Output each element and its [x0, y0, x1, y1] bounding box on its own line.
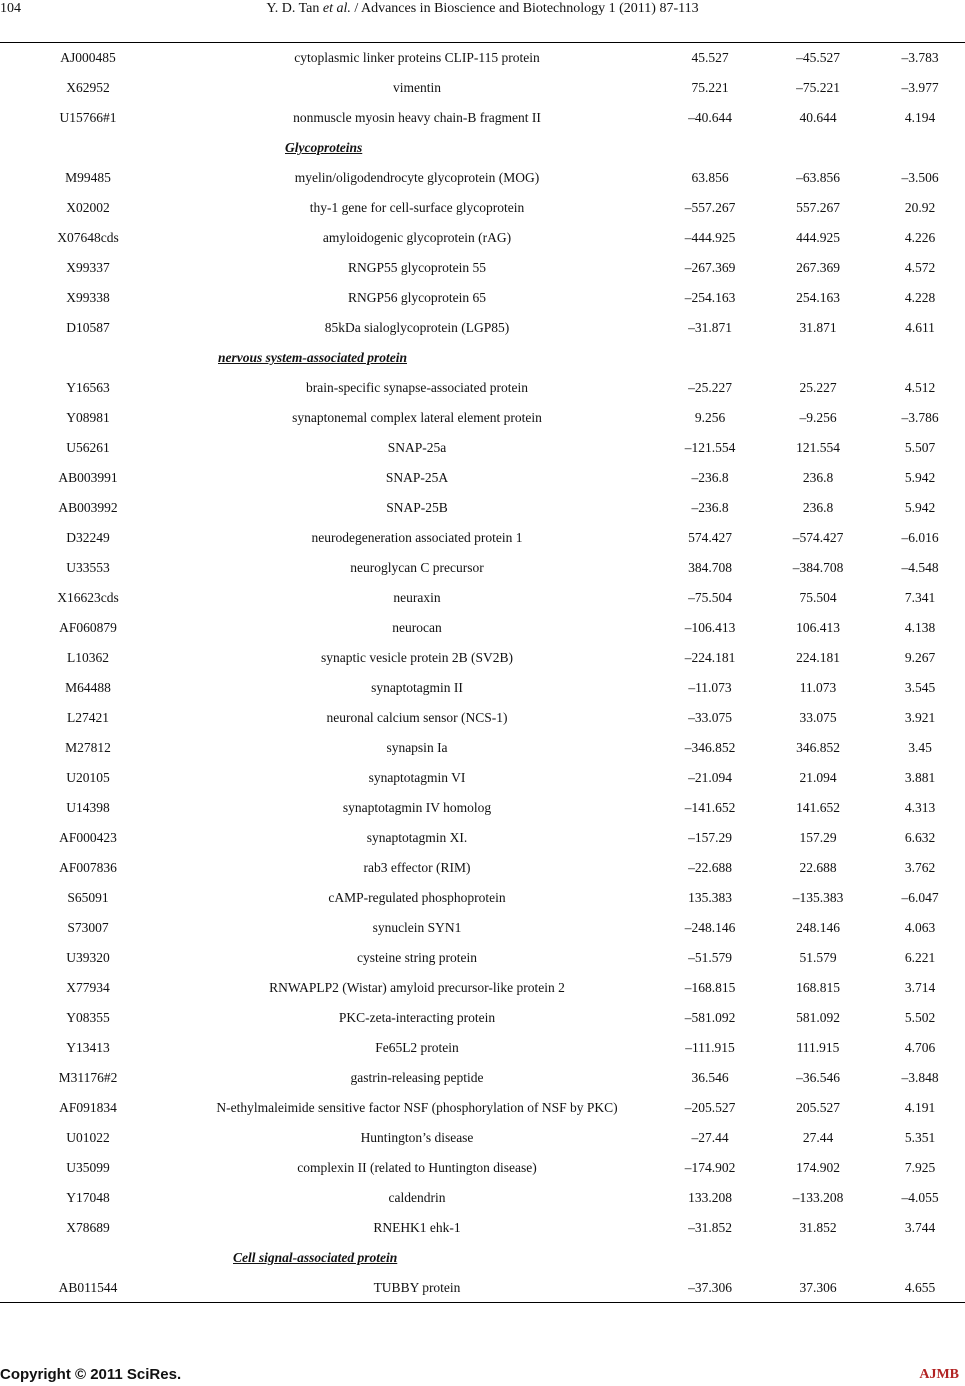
value-1-cell: –27.44 [691, 1130, 729, 1145]
accession-cell: AB011544 [58, 1280, 118, 1295]
value-3-cell: 4.194 [904, 110, 936, 125]
value-1-cell: –248.146 [684, 920, 736, 935]
value-1-cell: –111.915 [685, 1040, 735, 1055]
value-1-cell: –254.163 [684, 290, 736, 305]
description-cell: synapsin Ia [386, 740, 448, 755]
value-3-cell: –3.848 [901, 1070, 939, 1085]
table-row [0, 733, 965, 763]
value-3-cell: 9.267 [904, 650, 936, 665]
value-1-cell: –236.8 [691, 470, 729, 485]
accession-cell: X07648cds [57, 230, 119, 245]
value-2-cell: 248.146 [796, 920, 840, 935]
value-2-cell: –384.708 [792, 560, 844, 575]
value-1-cell: 36.546 [691, 1070, 729, 1085]
running-head [0, 0, 965, 18]
value-3-cell: 4.512 [904, 380, 936, 395]
value-1-cell: –31.852 [688, 1220, 732, 1235]
value-2-cell: 111.915 [796, 1040, 840, 1055]
description-cell: SNAP-25a [387, 440, 447, 455]
value-1-cell: –267.369 [684, 260, 736, 275]
value-2-cell: 205.527 [796, 1100, 840, 1115]
value-3-cell: 4.138 [904, 620, 936, 635]
value-3-cell: –3.506 [901, 170, 939, 185]
value-3-cell: 5.942 [904, 470, 936, 485]
value-2-cell: –133.208 [792, 1190, 844, 1205]
value-1-cell: –168.815 [684, 980, 736, 995]
value-3-cell: 5.351 [904, 1130, 936, 1145]
description-cell: synaptotagmin XI. [366, 830, 468, 845]
table-row [0, 673, 965, 703]
table-row [0, 103, 965, 133]
value-3-cell: 4.572 [904, 260, 936, 275]
value-2-cell: 75.504 [799, 590, 837, 605]
accession-cell: U14398 [66, 800, 110, 815]
description-cell: Huntington’s disease [360, 1130, 474, 1145]
value-1-cell: –21.094 [688, 770, 732, 785]
accession-cell: U20105 [66, 770, 110, 785]
accession-cell: M31176#2 [58, 1070, 118, 1085]
section-header-row [0, 1243, 965, 1273]
value-1-cell: –346.852 [684, 740, 736, 755]
value-1-cell: –157.29 [688, 830, 732, 845]
value-3-cell: 4.706 [904, 1040, 936, 1055]
table-row [0, 643, 965, 673]
table-row [0, 1273, 965, 1303]
value-3-cell: 3.545 [904, 680, 936, 695]
description-cell: rab3 effector (RIM) [363, 860, 471, 875]
value-3-cell: 4.611 [905, 320, 935, 335]
accession-cell: Y17048 [66, 1190, 110, 1205]
accession-cell: L27421 [67, 710, 109, 725]
section-title: nervous system-associated protein [218, 350, 407, 365]
table-row [0, 1093, 965, 1123]
value-3-cell: 3.762 [904, 860, 936, 875]
description-cell: amyloidogenic glycoprotein (rAG) [322, 230, 512, 245]
table-row [0, 283, 965, 313]
description-cell: RNWAPLP2 (Wistar) amyloid precursor-like protein 2 [269, 980, 565, 995]
section-title: Glycoproteins [285, 140, 363, 155]
value-3-cell: 4.313 [904, 800, 936, 815]
value-2-cell: 106.413 [796, 620, 840, 635]
accession-cell: L10362 [67, 650, 109, 665]
value-1-cell: –31.871 [688, 320, 732, 335]
value-3-cell: –3.786 [901, 410, 939, 425]
value-2-cell: 174.902 [796, 1160, 840, 1175]
value-1-cell: 9.256 [694, 410, 726, 425]
value-2-cell: –36.546 [796, 1070, 840, 1085]
table-row [0, 973, 965, 1003]
table-row [0, 253, 965, 283]
description-cell: synaptotagmin II [371, 680, 463, 695]
description-cell: synaptic vesicle protein 2B (SV2B) [321, 650, 513, 665]
section-header-row [0, 133, 965, 163]
running-head-authors: Y. D. Tan [266, 1, 320, 16]
description-cell: myelin/oligodendrocyte glycoprotein (MOG) [294, 170, 540, 185]
accession-cell: S65091 [67, 890, 109, 905]
description-cell: nonmuscle myosin heavy chain-B fragment II [293, 110, 541, 125]
value-1-cell: –444.925 [684, 230, 736, 245]
value-1-cell: –557.267 [684, 200, 736, 215]
value-2-cell: –574.427 [792, 530, 844, 545]
description-cell: neuraxin [393, 590, 441, 605]
table-row [0, 313, 965, 343]
value-3-cell: –4.055 [901, 1190, 939, 1205]
table-row [0, 763, 965, 793]
table-row [0, 463, 965, 493]
table-row [0, 613, 965, 643]
value-3-cell: 3.45 [908, 740, 932, 755]
value-2-cell: 444.925 [796, 230, 840, 245]
value-2-cell: 22.688 [799, 860, 837, 875]
value-3-cell: –6.047 [901, 890, 939, 905]
description-cell: SNAP-25A [385, 470, 449, 485]
accession-cell: AB003991 [58, 470, 118, 485]
page-number: 104 [0, 1, 21, 16]
accession-cell: M99485 [65, 170, 111, 185]
table-row [0, 373, 965, 403]
journal-abbrev: AJMB [919, 1367, 959, 1382]
table-row [0, 1063, 965, 1093]
description-cell: gastrin-releasing peptide [350, 1070, 484, 1085]
accession-cell: S73007 [67, 920, 109, 935]
description-cell: PKC-zeta-interacting protein [338, 1010, 496, 1025]
value-1-cell: –174.902 [684, 1160, 736, 1175]
accession-cell: U35099 [66, 1160, 110, 1175]
value-3-cell: 7.341 [904, 590, 936, 605]
table-row [0, 223, 965, 253]
value-3-cell: 7.925 [904, 1160, 936, 1175]
value-2-cell: 37.306 [799, 1280, 837, 1295]
value-2-cell: 11.073 [799, 680, 837, 695]
accession-cell: X99337 [66, 260, 110, 275]
table-row [0, 433, 965, 463]
accession-cell: X78689 [66, 1220, 110, 1235]
running-head-et-al: et al. [322, 1, 351, 16]
table-row [0, 523, 965, 553]
description-cell: RNEHK1 ehk-1 [373, 1220, 461, 1235]
value-3-cell: 6.632 [904, 830, 936, 845]
table-row [0, 793, 965, 823]
accession-cell: X99338 [66, 290, 110, 305]
value-1-cell: 133.208 [688, 1190, 732, 1205]
value-3-cell: –3.977 [901, 80, 939, 95]
value-1-cell: 384.708 [688, 560, 732, 575]
description-cell: synaptotagmin VI [368, 770, 466, 785]
description-cell: thy-1 gene for cell-surface glycoprotein [309, 200, 525, 215]
table-row [0, 1123, 965, 1153]
description-cell: neurodegeneration associated protein 1 [311, 530, 523, 545]
value-1-cell: –106.413 [684, 620, 736, 635]
accession-cell: Y13413 [66, 1040, 110, 1055]
value-3-cell: 5.502 [904, 1010, 936, 1025]
value-3-cell: 5.942 [904, 500, 936, 515]
accession-cell: X77934 [66, 980, 110, 995]
value-1-cell: –11.073 [688, 680, 732, 695]
value-1-cell: –51.579 [688, 950, 732, 965]
description-cell: neuroglycan C precursor [350, 560, 484, 575]
accession-cell: AB003992 [58, 500, 118, 515]
accession-cell: D32249 [66, 530, 110, 545]
value-1-cell: –75.504 [688, 590, 732, 605]
value-3-cell: 5.507 [904, 440, 936, 455]
value-2-cell: 141.652 [796, 800, 840, 815]
value-2-cell: 557.267 [796, 200, 840, 215]
table-row [0, 1183, 965, 1213]
value-2-cell: 346.852 [796, 740, 840, 755]
description-cell: synaptotagmin IV homolog [342, 800, 492, 815]
value-2-cell: 40.644 [799, 110, 837, 125]
value-1-cell: –205.527 [684, 1100, 736, 1115]
section-title: Cell signal-associated protein [233, 1250, 398, 1265]
value-1-cell: 75.221 [691, 80, 729, 95]
value-1-cell: –121.554 [684, 440, 736, 455]
value-3-cell: 4.063 [904, 920, 936, 935]
value-2-cell: 236.8 [802, 500, 834, 515]
value-2-cell: 168.815 [796, 980, 840, 995]
value-3-cell: 4.191 [904, 1100, 936, 1115]
value-2-cell: 25.227 [799, 380, 837, 395]
accession-cell: U15766#1 [59, 110, 117, 125]
value-1-cell: 63.856 [691, 170, 729, 185]
table-row [0, 43, 965, 73]
accession-cell: U39320 [66, 950, 110, 965]
table-row [0, 163, 965, 193]
value-3-cell: 3.744 [904, 1220, 936, 1235]
description-cell: neuronal calcium sensor (NCS-1) [326, 710, 508, 725]
value-2-cell: 224.181 [796, 650, 840, 665]
value-2-cell: 267.369 [796, 260, 840, 275]
section-header-row [0, 343, 965, 373]
value-1-cell: –22.688 [688, 860, 732, 875]
value-2-cell: 581.092 [796, 1010, 840, 1025]
value-2-cell: –135.383 [792, 890, 844, 905]
table-row [0, 943, 965, 973]
value-2-cell: –63.856 [796, 170, 840, 185]
table-row [0, 823, 965, 853]
value-2-cell: –45.527 [796, 50, 840, 65]
running-head-journal: / Advances in Bioscience and Biotechnology 1 (2011) 87-113 [354, 1, 699, 16]
description-cell: cAMP-regulated phosphoprotein [328, 890, 506, 905]
value-3-cell: 4.655 [904, 1280, 936, 1295]
value-1-cell: –236.8 [691, 500, 729, 515]
value-1-cell: –37.306 [688, 1280, 732, 1295]
value-3-cell: 3.921 [904, 710, 936, 725]
value-3-cell: –3.783 [901, 50, 939, 65]
description-cell: SNAP-25B [386, 500, 448, 515]
accession-cell: AF060879 [59, 620, 117, 635]
table-row [0, 1213, 965, 1243]
value-2-cell: –75.221 [796, 80, 840, 95]
accession-cell: D10587 [66, 320, 110, 335]
value-1-cell: 45.527 [691, 50, 729, 65]
description-cell: N-ethylmaleimide sensitive factor NSF (phosphorylation of NSF by PKC) [216, 1100, 618, 1115]
value-2-cell: 254.163 [796, 290, 840, 305]
description-cell: TUBBY protein [373, 1280, 461, 1295]
accession-cell: X62952 [66, 80, 110, 95]
accession-cell: AF007836 [59, 860, 117, 875]
description-cell: Fe65L2 protein [375, 1040, 459, 1055]
accession-cell: M27812 [65, 740, 111, 755]
value-1-cell: –33.075 [688, 710, 732, 725]
value-3-cell: 20.92 [904, 200, 936, 215]
description-cell: vimentin [393, 80, 441, 95]
accession-cell: X16623cds [57, 590, 119, 605]
table-row [0, 493, 965, 523]
description-cell: RNGP55 glycoprotein 55 [348, 260, 486, 275]
value-3-cell: 4.228 [904, 290, 936, 305]
table-row [0, 1003, 965, 1033]
table-row [0, 703, 965, 733]
table-row [0, 403, 965, 433]
value-3-cell: –6.016 [901, 530, 939, 545]
value-3-cell: 3.714 [904, 980, 936, 995]
table-row [0, 553, 965, 583]
accession-cell: M64488 [65, 680, 111, 695]
value-1-cell: –25.227 [688, 380, 732, 395]
table-row [0, 1153, 965, 1183]
gene-table [0, 43, 965, 1303]
description-cell: synuclein SYN1 [372, 920, 462, 935]
value-3-cell: 3.881 [904, 770, 936, 785]
value-1-cell: –141.652 [684, 800, 736, 815]
description-cell: neurocan [392, 620, 442, 635]
value-2-cell: 33.075 [799, 710, 837, 725]
value-2-cell: 21.094 [799, 770, 837, 785]
copyright-notice: Copyright © 2011 SciRes. [0, 1366, 182, 1383]
value-2-cell: 157.29 [799, 830, 837, 845]
value-3-cell: 4.226 [904, 230, 936, 245]
value-1-cell: –40.644 [688, 110, 732, 125]
accession-cell: Y08981 [66, 410, 110, 425]
value-1-cell: –224.181 [684, 650, 736, 665]
value-2-cell: 31.871 [799, 320, 837, 335]
description-cell: 85kDa sialoglycoprotein (LGP85) [324, 320, 510, 335]
value-2-cell: 121.554 [796, 440, 840, 455]
value-3-cell: –4.548 [901, 560, 939, 575]
accession-cell: U01022 [66, 1130, 110, 1145]
table-row [0, 883, 965, 913]
value-2-cell: 236.8 [802, 470, 834, 485]
accession-cell: U33553 [66, 560, 110, 575]
accession-cell: X02002 [66, 200, 110, 215]
value-2-cell: –9.256 [799, 410, 837, 425]
description-cell: brain-specific synapse-associated protein [306, 380, 528, 395]
value-1-cell: 574.427 [688, 530, 732, 545]
accession-cell: AF000423 [59, 830, 117, 845]
description-cell: caldendrin [388, 1190, 446, 1205]
table-row [0, 1033, 965, 1063]
description-cell: RNGP56 glycoprotein 65 [348, 290, 486, 305]
value-2-cell: 31.852 [799, 1220, 837, 1235]
value-1-cell: 135.383 [688, 890, 732, 905]
table-row [0, 73, 965, 103]
accession-cell: Y16563 [66, 380, 110, 395]
value-2-cell: 27.44 [802, 1130, 834, 1145]
value-1-cell: –581.092 [684, 1010, 736, 1025]
table-row [0, 913, 965, 943]
description-cell: complexin II (related to Huntington disease) [297, 1160, 537, 1175]
accession-cell: U56261 [66, 440, 110, 455]
table-bottom-rule [0, 1302, 965, 1303]
table-row [0, 853, 965, 883]
value-3-cell: 6.221 [904, 950, 936, 965]
value-2-cell: 51.579 [799, 950, 837, 965]
accession-cell: Y08355 [66, 1010, 110, 1025]
accession-cell: AF091834 [59, 1100, 117, 1115]
accession-cell: AJ000485 [60, 50, 116, 65]
table-row [0, 193, 965, 223]
description-cell: cysteine string protein [357, 950, 477, 965]
description-cell: synaptonemal complex lateral element protein [292, 410, 542, 425]
table-row [0, 583, 965, 613]
description-cell: cytoplasmic linker proteins CLIP-115 protein [294, 50, 540, 65]
